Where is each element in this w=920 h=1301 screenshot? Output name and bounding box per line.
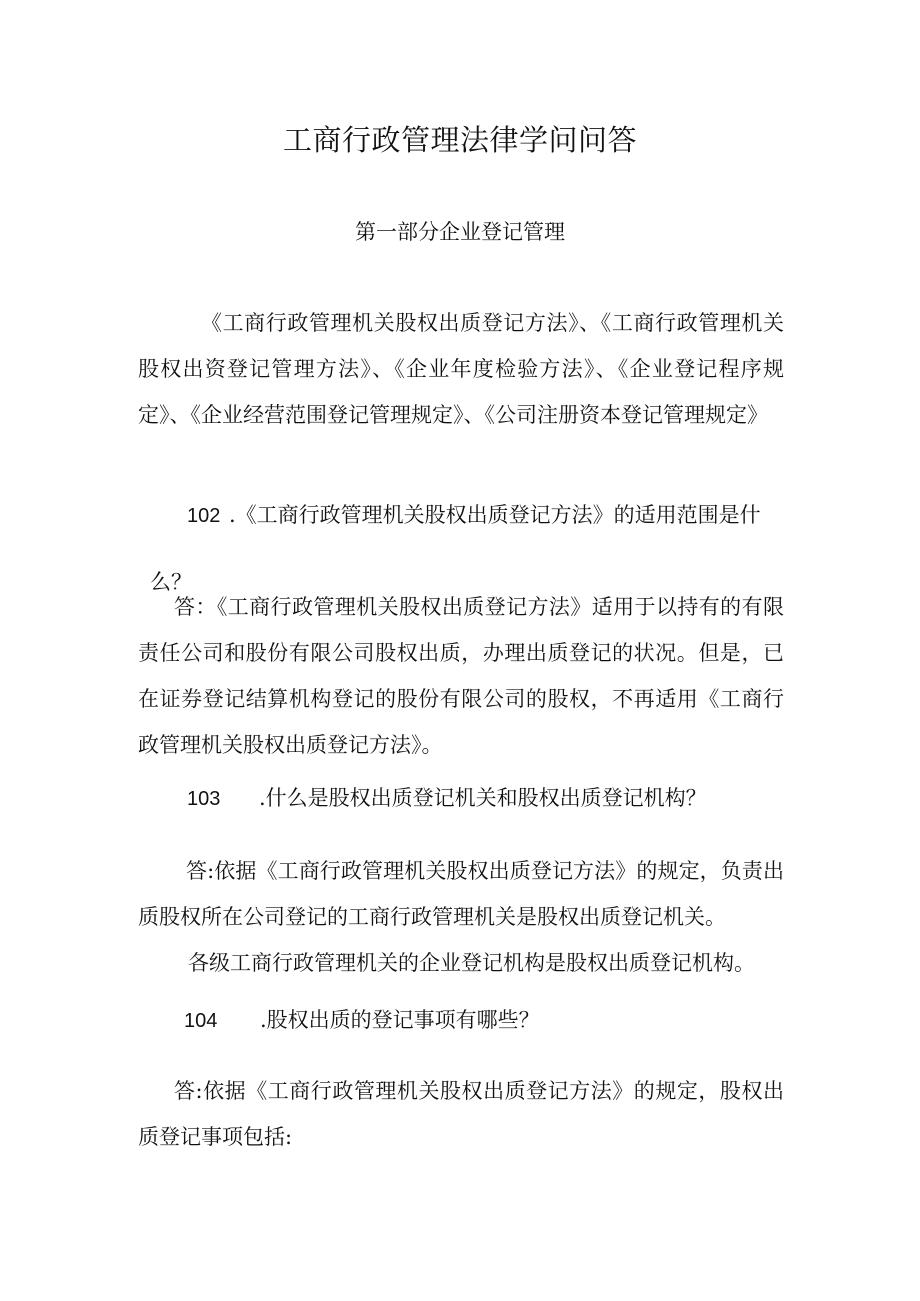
question-104 (184, 997, 540, 1044)
section-heading: 第一部分企业登记管理 (355, 220, 565, 244)
answer-104: 答:依据《工商行政管理机关股权出质登记方法》的规定，股权出质登记事项包括: (138, 1079, 784, 1149)
answer-102: 答：《工商行政管理机关股权出质登记方法》适用于以持有的有限责任公司和股份有限公司股权出质，办理出质登记的状况。但是，已在证券登记结算机构登记的股份有限公司的股权，不再适用《工商行政管理机关股权出质登记方法》。 (138, 595, 784, 757)
question-text: .股权出质的登记事项有哪些？ (260, 1008, 540, 1032)
question-text: .什么是股权出质登记机关和股权出质登记机构？ (259, 786, 707, 810)
answer-103: 答:依据《工商行政管理机关股权出质登记方法》的规定，负责出质股权所在公司登记的工商行政管理机关是股权出质登记机关。 (138, 859, 784, 929)
question-text: .《工商行政管理机关股权出质登记方法》的适用范围是什 (229, 503, 761, 527)
intro-paragraph: 《工商行政管理机关股权出质登记方法》、《工商行政管理机关股权出资登记管理方法》、《企业年度检验方法》、《企业登记程序规定》、《企业经营范围登记管理规定》、《公司注册资本登记管理规定》 (138, 311, 784, 427)
question-number: 104 (184, 1010, 218, 1032)
question-number: 102 (187, 505, 221, 527)
question-102-continuation: 么？ (150, 570, 192, 594)
answer-103-extra: 各级工商行政管理机关的企业登记机构是股权出质登记机构。 (188, 951, 755, 975)
question-102 (187, 492, 787, 539)
question-103 (187, 775, 707, 822)
page-title: 工商行政管理法律学问问答 (282, 123, 637, 157)
question-number: 103 (187, 788, 221, 810)
